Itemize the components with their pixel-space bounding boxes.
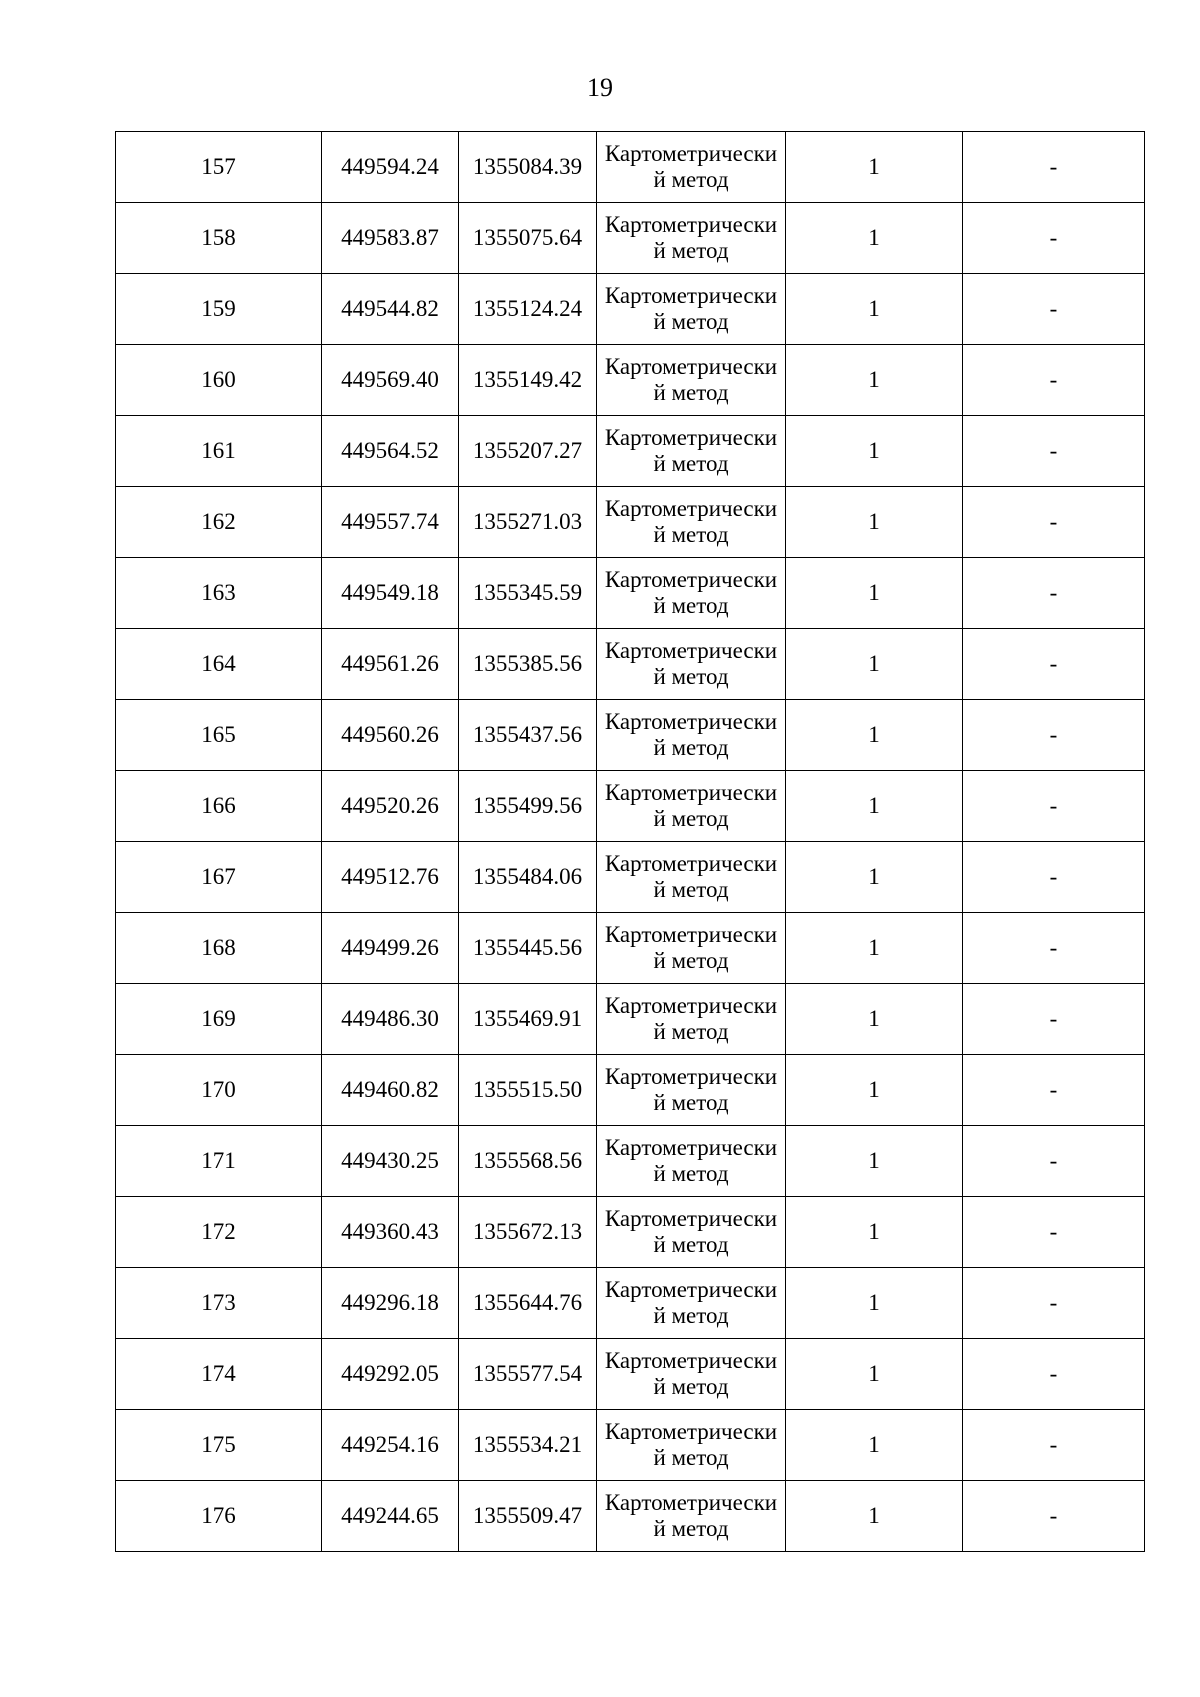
- note-cell: -: [963, 1055, 1145, 1126]
- x-coordinate-cell: 449544.82: [322, 274, 459, 345]
- x-coordinate-cell: 449569.40: [322, 345, 459, 416]
- table-row: [116, 1339, 1145, 1410]
- note-cell: -: [963, 274, 1145, 345]
- table-row: [116, 1197, 1145, 1268]
- point-number-cell: 172: [116, 1197, 322, 1268]
- note-cell: -: [963, 203, 1145, 274]
- x-coordinate-cell: 449560.26: [322, 700, 459, 771]
- x-coordinate-cell: 449244.65: [322, 1481, 459, 1552]
- method-cell: Картометрически й метод: [597, 1481, 786, 1552]
- method-cell: Картометрически й метод: [597, 1268, 786, 1339]
- x-coordinate-cell: 449512.76: [322, 842, 459, 913]
- note-cell: -: [963, 1410, 1145, 1481]
- table-row: [116, 842, 1145, 913]
- x-coordinate-cell: 449296.18: [322, 1268, 459, 1339]
- point-number-cell: 176: [116, 1481, 322, 1552]
- method-cell: Картометрически й метод: [597, 345, 786, 416]
- method-cell: Картометрически й метод: [597, 700, 786, 771]
- method-cell: Картометрически й метод: [597, 1055, 786, 1126]
- accuracy-cell: 1: [786, 984, 963, 1055]
- accuracy-cell: 1: [786, 203, 963, 274]
- accuracy-cell: 1: [786, 1339, 963, 1410]
- table-row: [116, 1410, 1145, 1481]
- y-coordinate-cell: 1355075.64: [459, 203, 597, 274]
- accuracy-cell: 1: [786, 629, 963, 700]
- x-coordinate-cell: 449520.26: [322, 771, 459, 842]
- note-cell: -: [963, 487, 1145, 558]
- accuracy-cell: 1: [786, 913, 963, 984]
- y-coordinate-cell: 1355469.91: [459, 984, 597, 1055]
- table-row: [116, 274, 1145, 345]
- y-coordinate-cell: 1355207.27: [459, 416, 597, 487]
- method-cell: Картометрически й метод: [597, 1197, 786, 1268]
- x-coordinate-cell: 449561.26: [322, 629, 459, 700]
- point-number-cell: 169: [116, 984, 322, 1055]
- y-coordinate-cell: 1355271.03: [459, 487, 597, 558]
- note-cell: -: [963, 629, 1145, 700]
- y-coordinate-cell: 1355644.76: [459, 1268, 597, 1339]
- point-number-cell: 162: [116, 487, 322, 558]
- x-coordinate-cell: 449360.43: [322, 1197, 459, 1268]
- point-number-cell: 173: [116, 1268, 322, 1339]
- method-cell: Картометрически й метод: [597, 629, 786, 700]
- method-cell: Картометрически й метод: [597, 913, 786, 984]
- method-cell: Картометрически й метод: [597, 487, 786, 558]
- table-body: [116, 132, 1145, 1552]
- note-cell: -: [963, 132, 1145, 203]
- accuracy-cell: 1: [786, 700, 963, 771]
- note-cell: -: [963, 984, 1145, 1055]
- note-cell: -: [963, 416, 1145, 487]
- method-cell: Картометрически й метод: [597, 1410, 786, 1481]
- table-row: [116, 558, 1145, 629]
- x-coordinate-cell: 449486.30: [322, 984, 459, 1055]
- x-coordinate-cell: 449594.24: [322, 132, 459, 203]
- x-coordinate-cell: 449549.18: [322, 558, 459, 629]
- y-coordinate-cell: 1355385.56: [459, 629, 597, 700]
- point-number-cell: 159: [116, 274, 322, 345]
- table-row: [116, 416, 1145, 487]
- point-number-cell: 157: [116, 132, 322, 203]
- x-coordinate-cell: 449460.82: [322, 1055, 459, 1126]
- accuracy-cell: 1: [786, 345, 963, 416]
- method-cell: Картометрически й метод: [597, 1339, 786, 1410]
- table-row: [116, 913, 1145, 984]
- point-number-cell: 166: [116, 771, 322, 842]
- table-row: [116, 1481, 1145, 1552]
- y-coordinate-cell: 1355445.56: [459, 913, 597, 984]
- table-row: [116, 1126, 1145, 1197]
- point-number-cell: 160: [116, 345, 322, 416]
- method-cell: Картометрически й метод: [597, 771, 786, 842]
- note-cell: -: [963, 1339, 1145, 1410]
- table-row: [116, 771, 1145, 842]
- accuracy-cell: 1: [786, 1055, 963, 1126]
- point-number-cell: 174: [116, 1339, 322, 1410]
- y-coordinate-cell: 1355515.50: [459, 1055, 597, 1126]
- point-number-cell: 163: [116, 558, 322, 629]
- x-coordinate-cell: 449557.74: [322, 487, 459, 558]
- method-cell: Картометрически й метод: [597, 416, 786, 487]
- point-number-cell: 168: [116, 913, 322, 984]
- x-coordinate-cell: 449499.26: [322, 913, 459, 984]
- x-coordinate-cell: 449583.87: [322, 203, 459, 274]
- point-number-cell: 171: [116, 1126, 322, 1197]
- table-row: [116, 487, 1145, 558]
- x-coordinate-cell: 449254.16: [322, 1410, 459, 1481]
- note-cell: -: [963, 345, 1145, 416]
- x-coordinate-cell: 449430.25: [322, 1126, 459, 1197]
- accuracy-cell: 1: [786, 842, 963, 913]
- y-coordinate-cell: 1355149.42: [459, 345, 597, 416]
- table-row: [116, 629, 1145, 700]
- note-cell: -: [963, 1126, 1145, 1197]
- accuracy-cell: 1: [786, 1126, 963, 1197]
- method-cell: Картометрически й метод: [597, 132, 786, 203]
- note-cell: -: [963, 1268, 1145, 1339]
- y-coordinate-cell: 1355484.06: [459, 842, 597, 913]
- table-row: [116, 345, 1145, 416]
- point-number-cell: 158: [116, 203, 322, 274]
- method-cell: Картометрически й метод: [597, 984, 786, 1055]
- y-coordinate-cell: 1355437.56: [459, 700, 597, 771]
- point-number-cell: 167: [116, 842, 322, 913]
- accuracy-cell: 1: [786, 558, 963, 629]
- accuracy-cell: 1: [786, 1410, 963, 1481]
- y-coordinate-cell: 1355124.24: [459, 274, 597, 345]
- note-cell: -: [963, 771, 1145, 842]
- coordinates-table: [115, 131, 1145, 1552]
- note-cell: -: [963, 842, 1145, 913]
- y-coordinate-cell: 1355534.21: [459, 1410, 597, 1481]
- accuracy-cell: 1: [786, 1197, 963, 1268]
- page-number: 19: [587, 73, 613, 102]
- method-cell: Картометрически й метод: [597, 274, 786, 345]
- note-cell: -: [963, 558, 1145, 629]
- method-cell: Картометрически й метод: [597, 203, 786, 274]
- accuracy-cell: 1: [786, 1481, 963, 1552]
- table-row: [116, 1268, 1145, 1339]
- point-number-cell: 161: [116, 416, 322, 487]
- method-cell: Картометрически й метод: [597, 558, 786, 629]
- note-cell: -: [963, 1197, 1145, 1268]
- y-coordinate-cell: 1355577.54: [459, 1339, 597, 1410]
- note-cell: -: [963, 913, 1145, 984]
- table-row: [116, 1055, 1145, 1126]
- note-cell: -: [963, 700, 1145, 771]
- table-row: [116, 984, 1145, 1055]
- table-row: [116, 132, 1145, 203]
- method-cell: Картометрически й метод: [597, 842, 786, 913]
- y-coordinate-cell: 1355509.47: [459, 1481, 597, 1552]
- accuracy-cell: 1: [786, 274, 963, 345]
- y-coordinate-cell: 1355672.13: [459, 1197, 597, 1268]
- y-coordinate-cell: 1355568.56: [459, 1126, 597, 1197]
- point-number-cell: 175: [116, 1410, 322, 1481]
- point-number-cell: 165: [116, 700, 322, 771]
- note-cell: -: [963, 1481, 1145, 1552]
- y-coordinate-cell: 1355084.39: [459, 132, 597, 203]
- accuracy-cell: 1: [786, 1268, 963, 1339]
- x-coordinate-cell: 449292.05: [322, 1339, 459, 1410]
- point-number-cell: 170: [116, 1055, 322, 1126]
- table-row: [116, 203, 1145, 274]
- accuracy-cell: 1: [786, 132, 963, 203]
- x-coordinate-cell: 449564.52: [322, 416, 459, 487]
- point-number-cell: 164: [116, 629, 322, 700]
- y-coordinate-cell: 1355345.59: [459, 558, 597, 629]
- accuracy-cell: 1: [786, 416, 963, 487]
- y-coordinate-cell: 1355499.56: [459, 771, 597, 842]
- accuracy-cell: 1: [786, 771, 963, 842]
- method-cell: Картометрически й метод: [597, 1126, 786, 1197]
- table-row: [116, 700, 1145, 771]
- accuracy-cell: 1: [786, 487, 963, 558]
